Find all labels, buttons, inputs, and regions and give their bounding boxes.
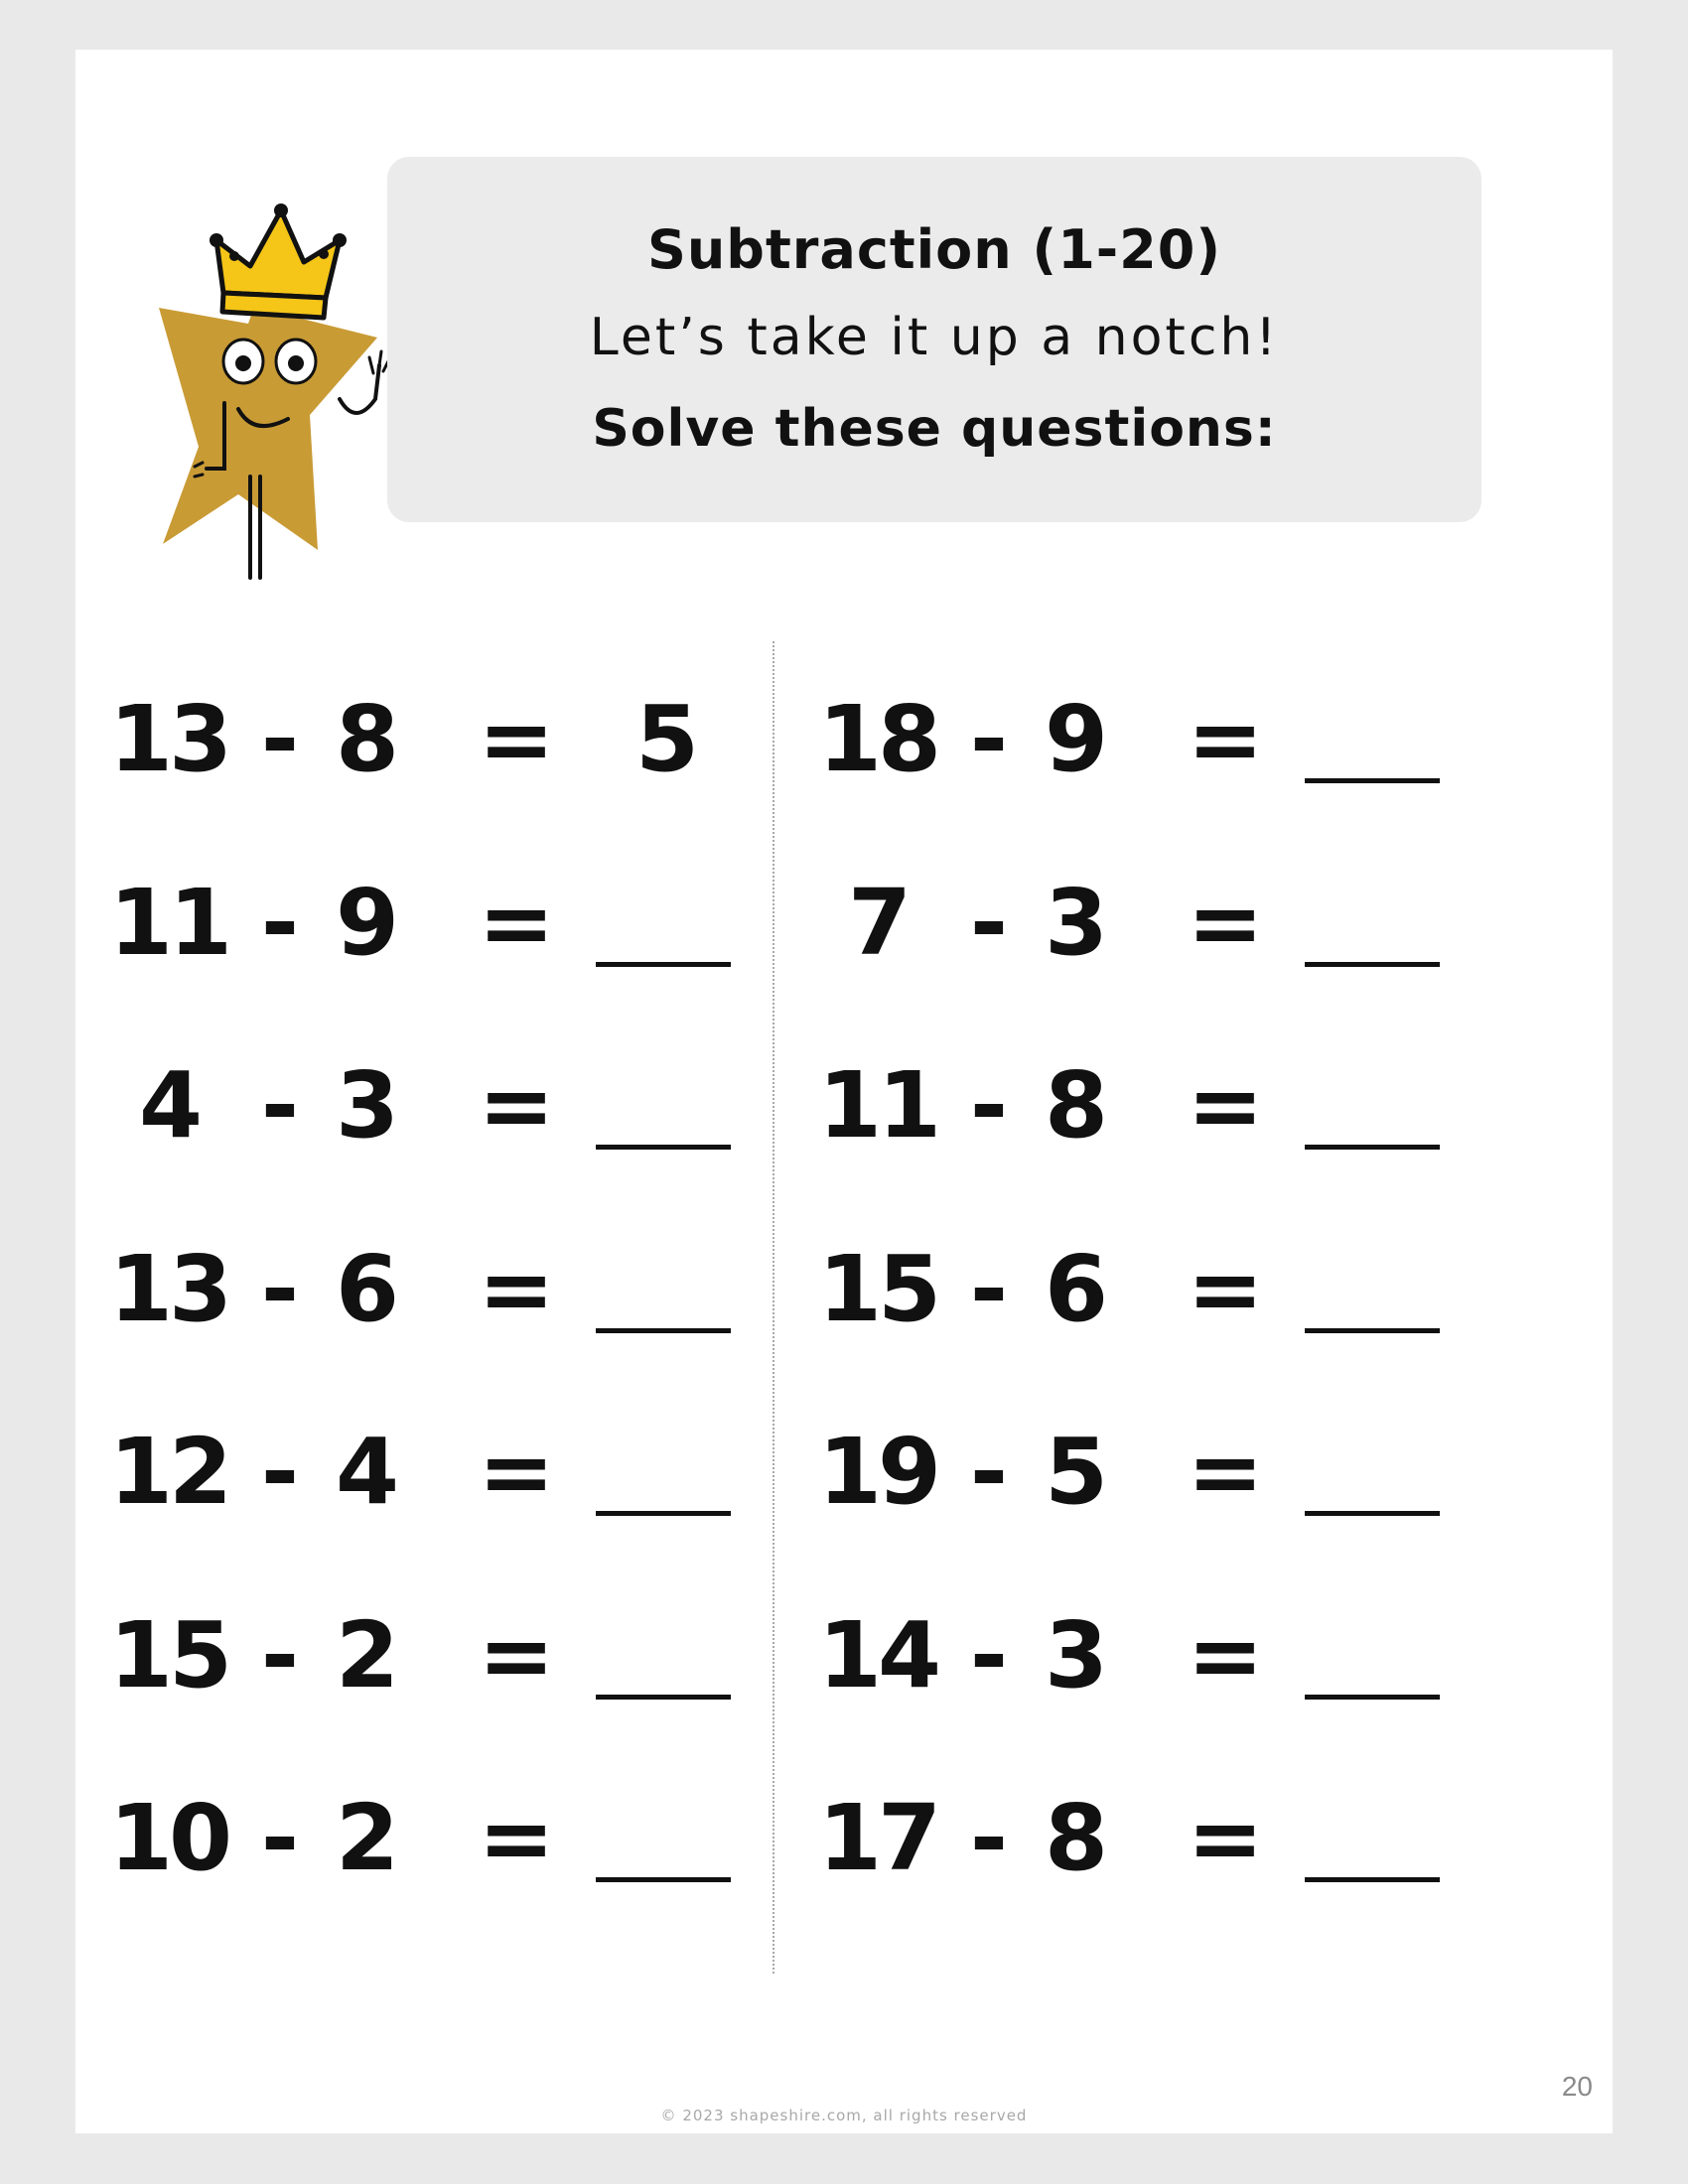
minuend: 11	[108, 869, 229, 976]
minuend: 18	[817, 686, 938, 792]
subtrahend: 3	[1044, 869, 1108, 976]
answer-blank[interactable]	[596, 962, 731, 967]
subtrahend: 2	[335, 1601, 399, 1708]
page-number: 20	[1561, 2071, 1593, 2102]
equals-sign: =	[1187, 1235, 1264, 1342]
minuend: 15	[817, 1235, 938, 1342]
minuend: 14	[817, 1601, 938, 1708]
equals-sign: =	[1187, 1785, 1264, 1891]
subtrahend: 8	[1044, 1052, 1108, 1159]
answer-blank[interactable]	[1305, 778, 1440, 783]
minus-sign: -	[969, 869, 1009, 976]
answer-blank[interactable]	[1305, 1511, 1440, 1516]
answer-blank[interactable]	[1305, 962, 1440, 967]
minus-sign: -	[260, 686, 300, 792]
subtitle: Let’s take it up a notch!	[589, 308, 1280, 367]
answer-blank[interactable]	[1305, 1695, 1440, 1700]
answer-blank[interactable]	[596, 1328, 731, 1333]
problem-row	[99, 685, 794, 869]
equals-sign: =	[478, 686, 555, 792]
equals-sign: =	[478, 1785, 555, 1891]
problem-row	[99, 1235, 794, 1419]
problem-row	[808, 869, 1503, 1052]
problem-row	[99, 1784, 794, 1968]
minuend: 13	[108, 686, 229, 792]
page-title: Subtraction (1-20)	[646, 218, 1222, 281]
minus-sign: -	[260, 1235, 300, 1342]
problem-row	[808, 1601, 1503, 1785]
answer-blank[interactable]	[1305, 1328, 1440, 1333]
subtrahend: 9	[1044, 686, 1108, 792]
answer-blank[interactable]	[1305, 1145, 1440, 1150]
minus-sign: -	[969, 1601, 1009, 1708]
answer-blank[interactable]	[596, 1877, 731, 1882]
instruction: Solve these questions:	[592, 399, 1277, 459]
equals-sign: =	[478, 1235, 555, 1342]
minuend: 13	[108, 1235, 229, 1342]
minus-sign: -	[260, 1052, 300, 1159]
subtrahend: 2	[335, 1785, 399, 1891]
equals-sign: =	[478, 1052, 555, 1159]
problem-row	[808, 1235, 1503, 1419]
crown-icon	[210, 204, 347, 318]
answer-blank[interactable]	[596, 1511, 731, 1516]
equals-sign: =	[1187, 1601, 1264, 1708]
answer-blank[interactable]	[1305, 1877, 1440, 1882]
problem-row	[808, 1418, 1503, 1601]
minuend: 19	[817, 1419, 938, 1525]
answer-blank[interactable]	[596, 1695, 731, 1700]
header-box	[387, 157, 1481, 522]
minus-sign: -	[260, 1419, 300, 1525]
minus-sign: -	[969, 1235, 1009, 1342]
problem-column-left	[99, 685, 794, 1968]
problem-row	[808, 1051, 1503, 1235]
problem-row	[808, 685, 1503, 869]
equals-sign: =	[478, 1419, 555, 1525]
minuend: 11	[817, 1052, 938, 1159]
equals-sign: =	[1187, 1052, 1264, 1159]
minus-sign: -	[260, 1785, 300, 1891]
minus-sign: -	[969, 1419, 1009, 1525]
minus-sign: -	[260, 869, 300, 976]
subtrahend: 3	[335, 1052, 399, 1159]
equals-sign: =	[1187, 869, 1264, 976]
subtrahend: 8	[1044, 1785, 1108, 1891]
problem-row	[99, 1051, 794, 1235]
subtrahend: 6	[1044, 1235, 1108, 1342]
subtrahend: 3	[1044, 1601, 1108, 1708]
problem-row	[99, 1418, 794, 1601]
problem-row	[99, 1601, 794, 1785]
equals-sign: =	[1187, 1419, 1264, 1525]
minuend: 15	[108, 1601, 229, 1708]
copyright-footer: © 2023 shapeshire.com, all rights reserved	[660, 2107, 1028, 2124]
problem-column-right	[808, 685, 1503, 1968]
minuend: 4	[138, 1052, 199, 1159]
equals-sign: =	[1187, 686, 1264, 792]
minus-sign: -	[969, 1052, 1009, 1159]
equals-sign: =	[478, 869, 555, 976]
minuend: 17	[817, 1785, 938, 1891]
subtrahend: 8	[335, 686, 399, 792]
minus-sign: -	[969, 686, 1009, 792]
equals-sign: =	[478, 1601, 555, 1708]
minus-sign: -	[969, 1785, 1009, 1891]
minuend: 10	[108, 1785, 229, 1891]
problem-row	[99, 869, 794, 1052]
answer-blank[interactable]	[596, 1145, 731, 1150]
subtrahend: 9	[335, 869, 399, 976]
subtrahend: 4	[335, 1419, 399, 1525]
crowned-star-mascot-icon	[79, 149, 417, 586]
answer: 5	[635, 686, 700, 792]
minus-sign: -	[260, 1601, 300, 1708]
minuend: 7	[847, 869, 908, 976]
problem-row	[808, 1784, 1503, 1968]
subtrahend: 6	[335, 1235, 399, 1342]
minuend: 12	[108, 1419, 229, 1525]
subtrahend: 5	[1044, 1419, 1108, 1525]
